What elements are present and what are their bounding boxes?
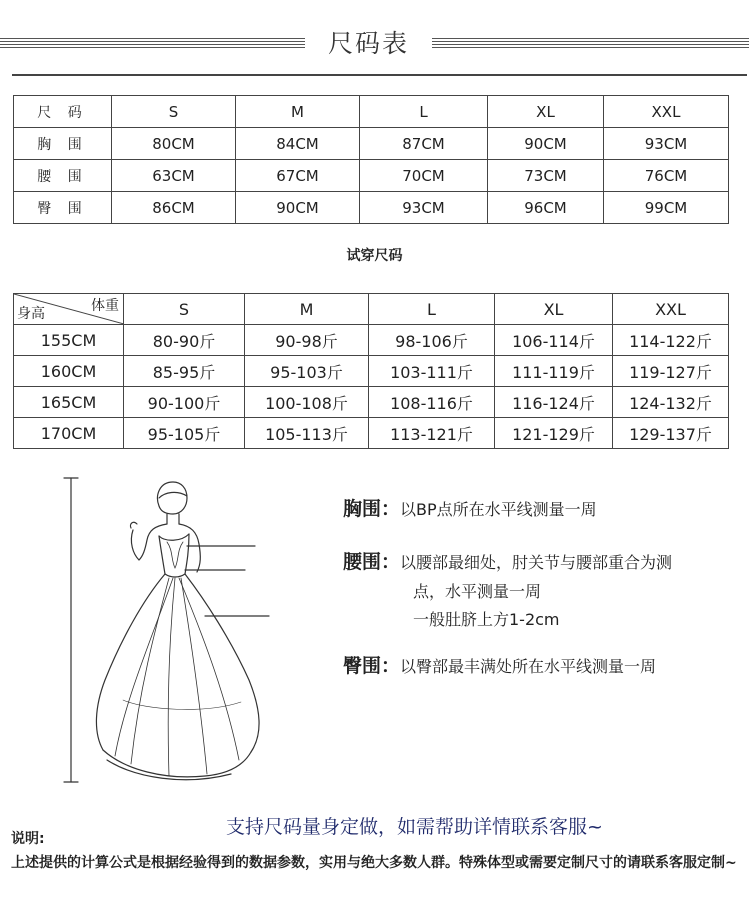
table-cell: 76CM bbox=[604, 160, 729, 192]
bust-note bbox=[343, 494, 597, 521]
table-cell: 129-137斤 bbox=[613, 418, 729, 449]
table-cell: XL bbox=[488, 96, 604, 128]
table-row bbox=[14, 418, 729, 449]
table-cell: 80-90斤 bbox=[124, 325, 245, 356]
table-cell: 63CM bbox=[112, 160, 236, 192]
table-row bbox=[14, 356, 729, 387]
table-cell: 73CM bbox=[488, 160, 604, 192]
table-cell: 90-98斤 bbox=[245, 325, 369, 356]
waist-note bbox=[343, 547, 672, 574]
fit-table-header bbox=[14, 294, 729, 325]
table-cell: 124-132斤 bbox=[613, 387, 729, 418]
size-table-header bbox=[14, 96, 729, 128]
table-cell: 111-119斤 bbox=[495, 356, 613, 387]
gown-sketch-illustration bbox=[55, 470, 295, 790]
hip-text: 以臀部最丰满处所在水平线测量一周 bbox=[400, 657, 657, 676]
hip-note bbox=[343, 651, 656, 678]
table-cell: 96CM bbox=[488, 192, 604, 224]
table-row bbox=[14, 192, 729, 224]
title-decor-left bbox=[0, 38, 305, 50]
table-cell: 119-127斤 bbox=[613, 356, 729, 387]
table-cell: 90CM bbox=[488, 128, 604, 160]
table-cell: 106-114斤 bbox=[495, 325, 613, 356]
table-cell: 99CM bbox=[604, 192, 729, 224]
table-cell: 160CM bbox=[14, 356, 124, 387]
explanation-title: 说明: bbox=[11, 831, 45, 847]
table-cell: 腰 围 bbox=[14, 160, 112, 192]
page-title: 尺码表 bbox=[327, 29, 409, 58]
table-cell: 93CM bbox=[604, 128, 729, 160]
table-cell: S bbox=[124, 294, 245, 325]
table-row bbox=[14, 325, 729, 356]
table-cell: 84CM bbox=[236, 128, 360, 160]
table-cell: 93CM bbox=[360, 192, 488, 224]
table-cell: 98-106斤 bbox=[369, 325, 495, 356]
table-cell: 87CM bbox=[360, 128, 488, 160]
table-cell: 165CM bbox=[14, 387, 124, 418]
table-cell: 155CM bbox=[14, 325, 124, 356]
table-cell: 70CM bbox=[360, 160, 488, 192]
table-cell: 103-111斤 bbox=[369, 356, 495, 387]
table-row bbox=[14, 128, 729, 160]
table-cell: 95-103斤 bbox=[245, 356, 369, 387]
table-cell: M bbox=[236, 96, 360, 128]
table-cell: S bbox=[112, 96, 236, 128]
waist-text-1: 以腰部最细处，肘关节与腰部重合为测 bbox=[400, 553, 673, 572]
table-cell: 108-116斤 bbox=[369, 387, 495, 418]
hip-key: 臀围： bbox=[343, 655, 401, 677]
table-row bbox=[14, 160, 729, 192]
table-cell: 116-124斤 bbox=[495, 387, 613, 418]
table-cell: 86CM bbox=[112, 192, 236, 224]
table-cell: XXL bbox=[613, 294, 729, 325]
table-cell: XL bbox=[495, 294, 613, 325]
table-cell: 85-95斤 bbox=[124, 356, 245, 387]
table-cell: XXL bbox=[604, 96, 729, 128]
table-cell: 121-129斤 bbox=[495, 418, 613, 449]
table-cell: L bbox=[369, 294, 495, 325]
table-cell: 95-105斤 bbox=[124, 418, 245, 449]
waist-note-line-2: 点，水平测量一周 bbox=[413, 582, 542, 601]
table-cell: 105-113斤 bbox=[245, 418, 369, 449]
table-cell: 尺 码 bbox=[14, 96, 112, 128]
table-cell: 90CM bbox=[236, 192, 360, 224]
title-band bbox=[0, 24, 749, 64]
table-cell: 114-122斤 bbox=[613, 325, 729, 356]
custom-tailoring-note: 支持尺码量身定做，如需帮助详情联系客服~ bbox=[226, 816, 603, 838]
table-cell: 100-108斤 bbox=[245, 387, 369, 418]
bust-text: 以BP点所在水平线测量一周 bbox=[400, 500, 597, 519]
table-cell: 胸 围 bbox=[14, 128, 112, 160]
table-cell: 170CM bbox=[14, 418, 124, 449]
explanation-body: 上述提供的计算公式是根据经验得到的数据参数，实用与绝大多数人群。特殊体型或需要定制尺寸的请联系客服定制~ bbox=[11, 855, 737, 871]
table-cell: M bbox=[245, 294, 369, 325]
title-divider bbox=[12, 74, 747, 76]
waist-note-line-3: 一般肚脐上方1-2cm bbox=[413, 610, 560, 629]
table-row bbox=[14, 387, 729, 418]
table-cell: 90-100斤 bbox=[124, 387, 245, 418]
title-decor-right bbox=[432, 38, 749, 50]
table-cell: 67CM bbox=[236, 160, 360, 192]
waist-key: 腰围： bbox=[343, 551, 401, 573]
table-cell: 113-121斤 bbox=[369, 418, 495, 449]
bust-key: 胸围： bbox=[343, 498, 401, 520]
table-cell: L bbox=[360, 96, 488, 128]
corner-cell bbox=[14, 294, 124, 325]
table-cell: 80CM bbox=[112, 128, 236, 160]
size-table bbox=[13, 95, 729, 224]
fit-table bbox=[13, 293, 729, 449]
weight-label: 体重 bbox=[91, 298, 119, 314]
height-label: 身高 bbox=[17, 306, 45, 322]
table-cell: 臀 围 bbox=[14, 192, 112, 224]
fit-table-title: 试穿尺码 bbox=[346, 248, 403, 264]
